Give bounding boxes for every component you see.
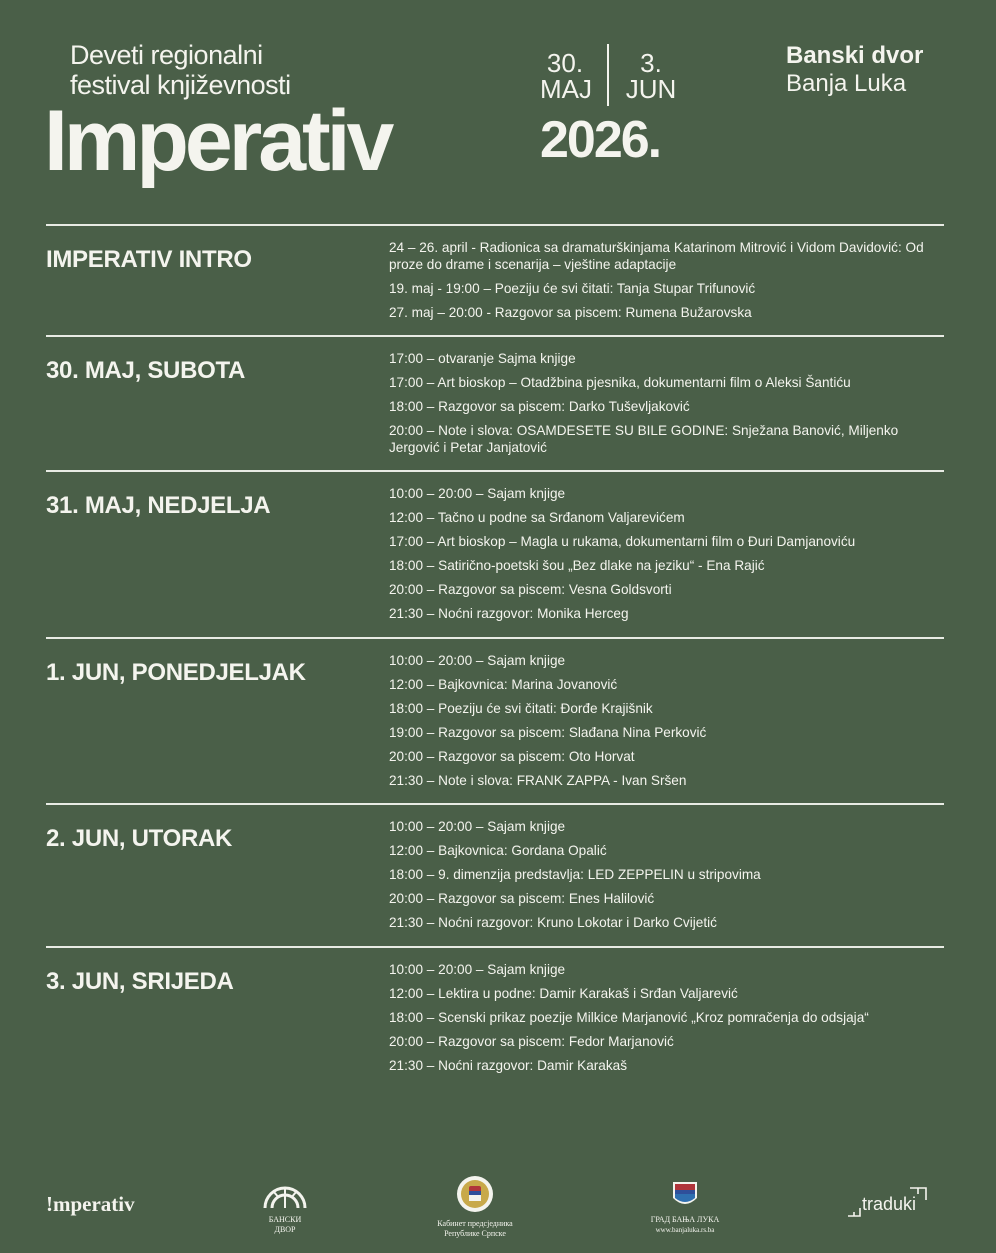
date-end xyxy=(624,50,678,102)
imperativ-footer-logo: !mperativ xyxy=(46,1192,135,1216)
date-divider xyxy=(607,44,609,106)
schedule-section xyxy=(46,224,944,335)
traduki-text: traduki xyxy=(862,1194,917,1214)
festival-brand: Imperativ xyxy=(44,93,391,189)
event-item: 10:00 – 20:00 – Sajam knjige xyxy=(389,486,566,501)
event-item: 20:00 – Note i slova: OSAMDESETE SU BILE GODINE: Snježana Banović, Miljenko Jergović i Petar Janjatović xyxy=(389,423,899,455)
event-item: 17:00 – otvaranje Sajma knjige xyxy=(389,351,576,366)
date-start xyxy=(540,50,590,102)
event-list xyxy=(389,819,944,932)
venue xyxy=(786,42,923,98)
event-list xyxy=(389,240,944,321)
event-item: 24 – 26. april - Radionica sa dramaturškinjama Katarinom Mitrović i Vidom Davidović: Od proze do drame i scenarija – vještine adaptacije xyxy=(389,240,924,272)
event-item: 10:00 – 20:00 – Sajam knjige xyxy=(389,819,566,834)
event-item: 19:00 – Razgovor sa piscem: Slađana Nina Perković xyxy=(389,724,707,740)
event-item: 20:00 – Razgovor sa piscem: Vesna Goldsvorti xyxy=(389,582,672,597)
kabinet-logo xyxy=(410,1174,540,1239)
date-end-day: 3. xyxy=(640,48,662,78)
banski-dvor-caption: БАНСКИ ДВОР xyxy=(268,1215,302,1234)
event-item: 18:00 – 9. dimenzija predstavlja: LED ZEPPELIN u stripovima xyxy=(389,867,761,882)
event-item: 10:00 – 20:00 – Sajam knjige xyxy=(389,652,566,668)
festival-subtitle xyxy=(70,40,291,100)
date-start-day: 30. xyxy=(546,48,584,78)
coat-of-arms-icon xyxy=(410,1174,540,1214)
kabinet-caption-2: Републике Српске xyxy=(444,1229,506,1238)
schedule-section xyxy=(46,637,944,804)
schedule-section xyxy=(46,946,944,1089)
event-item: 21:30 – Note i slova: FRANK ZAPPA - Ivan Sršen xyxy=(389,772,687,788)
kabinet-caption-1: Кабинет предсједника xyxy=(437,1219,513,1228)
banski-dvor-logo xyxy=(260,1184,310,1235)
event-list xyxy=(389,653,944,790)
header xyxy=(0,0,996,220)
event-list xyxy=(389,486,944,623)
event-item: 21:30 – Noćni razgovor: Damir Karakaš xyxy=(389,1057,627,1073)
event-item: 18:00 – Scenski prikaz poezije Milkice Marjanović „Kroz pomračenja do odsjaja“ xyxy=(389,1009,869,1025)
event-item: 18:00 – Poeziju će svi čitati: Đorđe Krajišnik xyxy=(389,700,653,716)
event-item: 10:00 – 20:00 – Sajam knjige xyxy=(389,961,566,977)
section-title: 30. MAJ, SUBOTA xyxy=(46,357,246,384)
event-item: 27. maj – 20:00 - Razgovor sa piscem: Rumena Bužarovska xyxy=(389,304,752,320)
event-item: 21:30 – Noćni razgovor: Monika Herceg xyxy=(389,606,629,621)
subtitle-line-2: festival književnosti xyxy=(70,70,291,100)
event-list xyxy=(389,962,944,1075)
section-title: IMPERATIV INTRO xyxy=(46,246,252,273)
event-item: 18:00 – Satirično-poetski šou „Bez dlake na jeziku“ - Ena Rajić xyxy=(389,558,765,573)
section-title: 2. JUN, UTORAK xyxy=(46,825,233,852)
event-list xyxy=(389,351,944,456)
event-item: 12:00 – Bajkovnica: Marina Jovanović xyxy=(389,676,618,692)
section-title: 3. JUN, SRIJEDA xyxy=(46,967,234,995)
event-item: 17:00 – Art bioskop – Otadžbina pjesnika, dokumentarni film o Aleksi Šantiću xyxy=(389,375,851,390)
event-item: 19. maj - 19:00 – Poeziju će svi čitati: Tanja Stupar Trifunović xyxy=(389,280,756,296)
event-item: 12:00 – Bajkovnica: Gordana Opalić xyxy=(389,843,607,858)
grad-caption: ГРАД БАЊА ЛУКА xyxy=(650,1215,720,1224)
venue-city: Banja Luka xyxy=(786,70,907,97)
festival-year: 2026. xyxy=(540,111,661,169)
event-item: 18:00 – Razgovor sa piscem: Darko Tuševljaković xyxy=(389,399,690,414)
subtitle-line-1: Deveti regionalni xyxy=(70,40,263,70)
event-item: 20:00 – Razgovor sa piscem: Oto Horvat xyxy=(389,748,635,764)
section-title: 1. JUN, PONEDJELJAK xyxy=(46,658,306,686)
banski-dvor-icon xyxy=(260,1184,310,1210)
event-item: 21:30 – Noćni razgovor: Kruno Lokotar i Darko Cvijetić xyxy=(389,915,717,930)
event-item: 17:00 – Art bioskop – Magla u rukama, dokumentarni film o Đuri Damjanoviću xyxy=(389,534,856,549)
traduki-mark-icon xyxy=(846,1186,946,1220)
venue-name: Banski dvor xyxy=(786,42,924,69)
event-item: 12:00 – Lektira u podne: Damir Karakaš i Srđan Valjarević xyxy=(389,985,738,1001)
traduki-logo xyxy=(862,1194,916,1215)
sponsor-footer xyxy=(0,1170,996,1253)
city-crest-icon xyxy=(640,1180,730,1210)
section-title: 31. MAJ, NEDJELJA xyxy=(46,492,271,519)
schedule-section xyxy=(46,470,944,637)
event-item: 12:00 – Tačno u podne sa Srđanom Valjarevićem xyxy=(389,510,685,525)
date-start-month: MAJ xyxy=(540,74,592,104)
program-schedule xyxy=(46,224,944,1088)
grad-banja-luka-logo xyxy=(640,1180,730,1235)
schedule-section xyxy=(46,335,944,470)
event-item: 20:00 – Razgovor sa piscem: Fedor Marjanović xyxy=(389,1033,674,1049)
grad-url: www.banjaluka.rs.ba xyxy=(655,1226,715,1234)
schedule-section xyxy=(46,803,944,946)
date-end-month: JUN xyxy=(625,74,677,104)
event-item: 20:00 – Razgovor sa piscem: Enes Halilović xyxy=(389,891,655,906)
